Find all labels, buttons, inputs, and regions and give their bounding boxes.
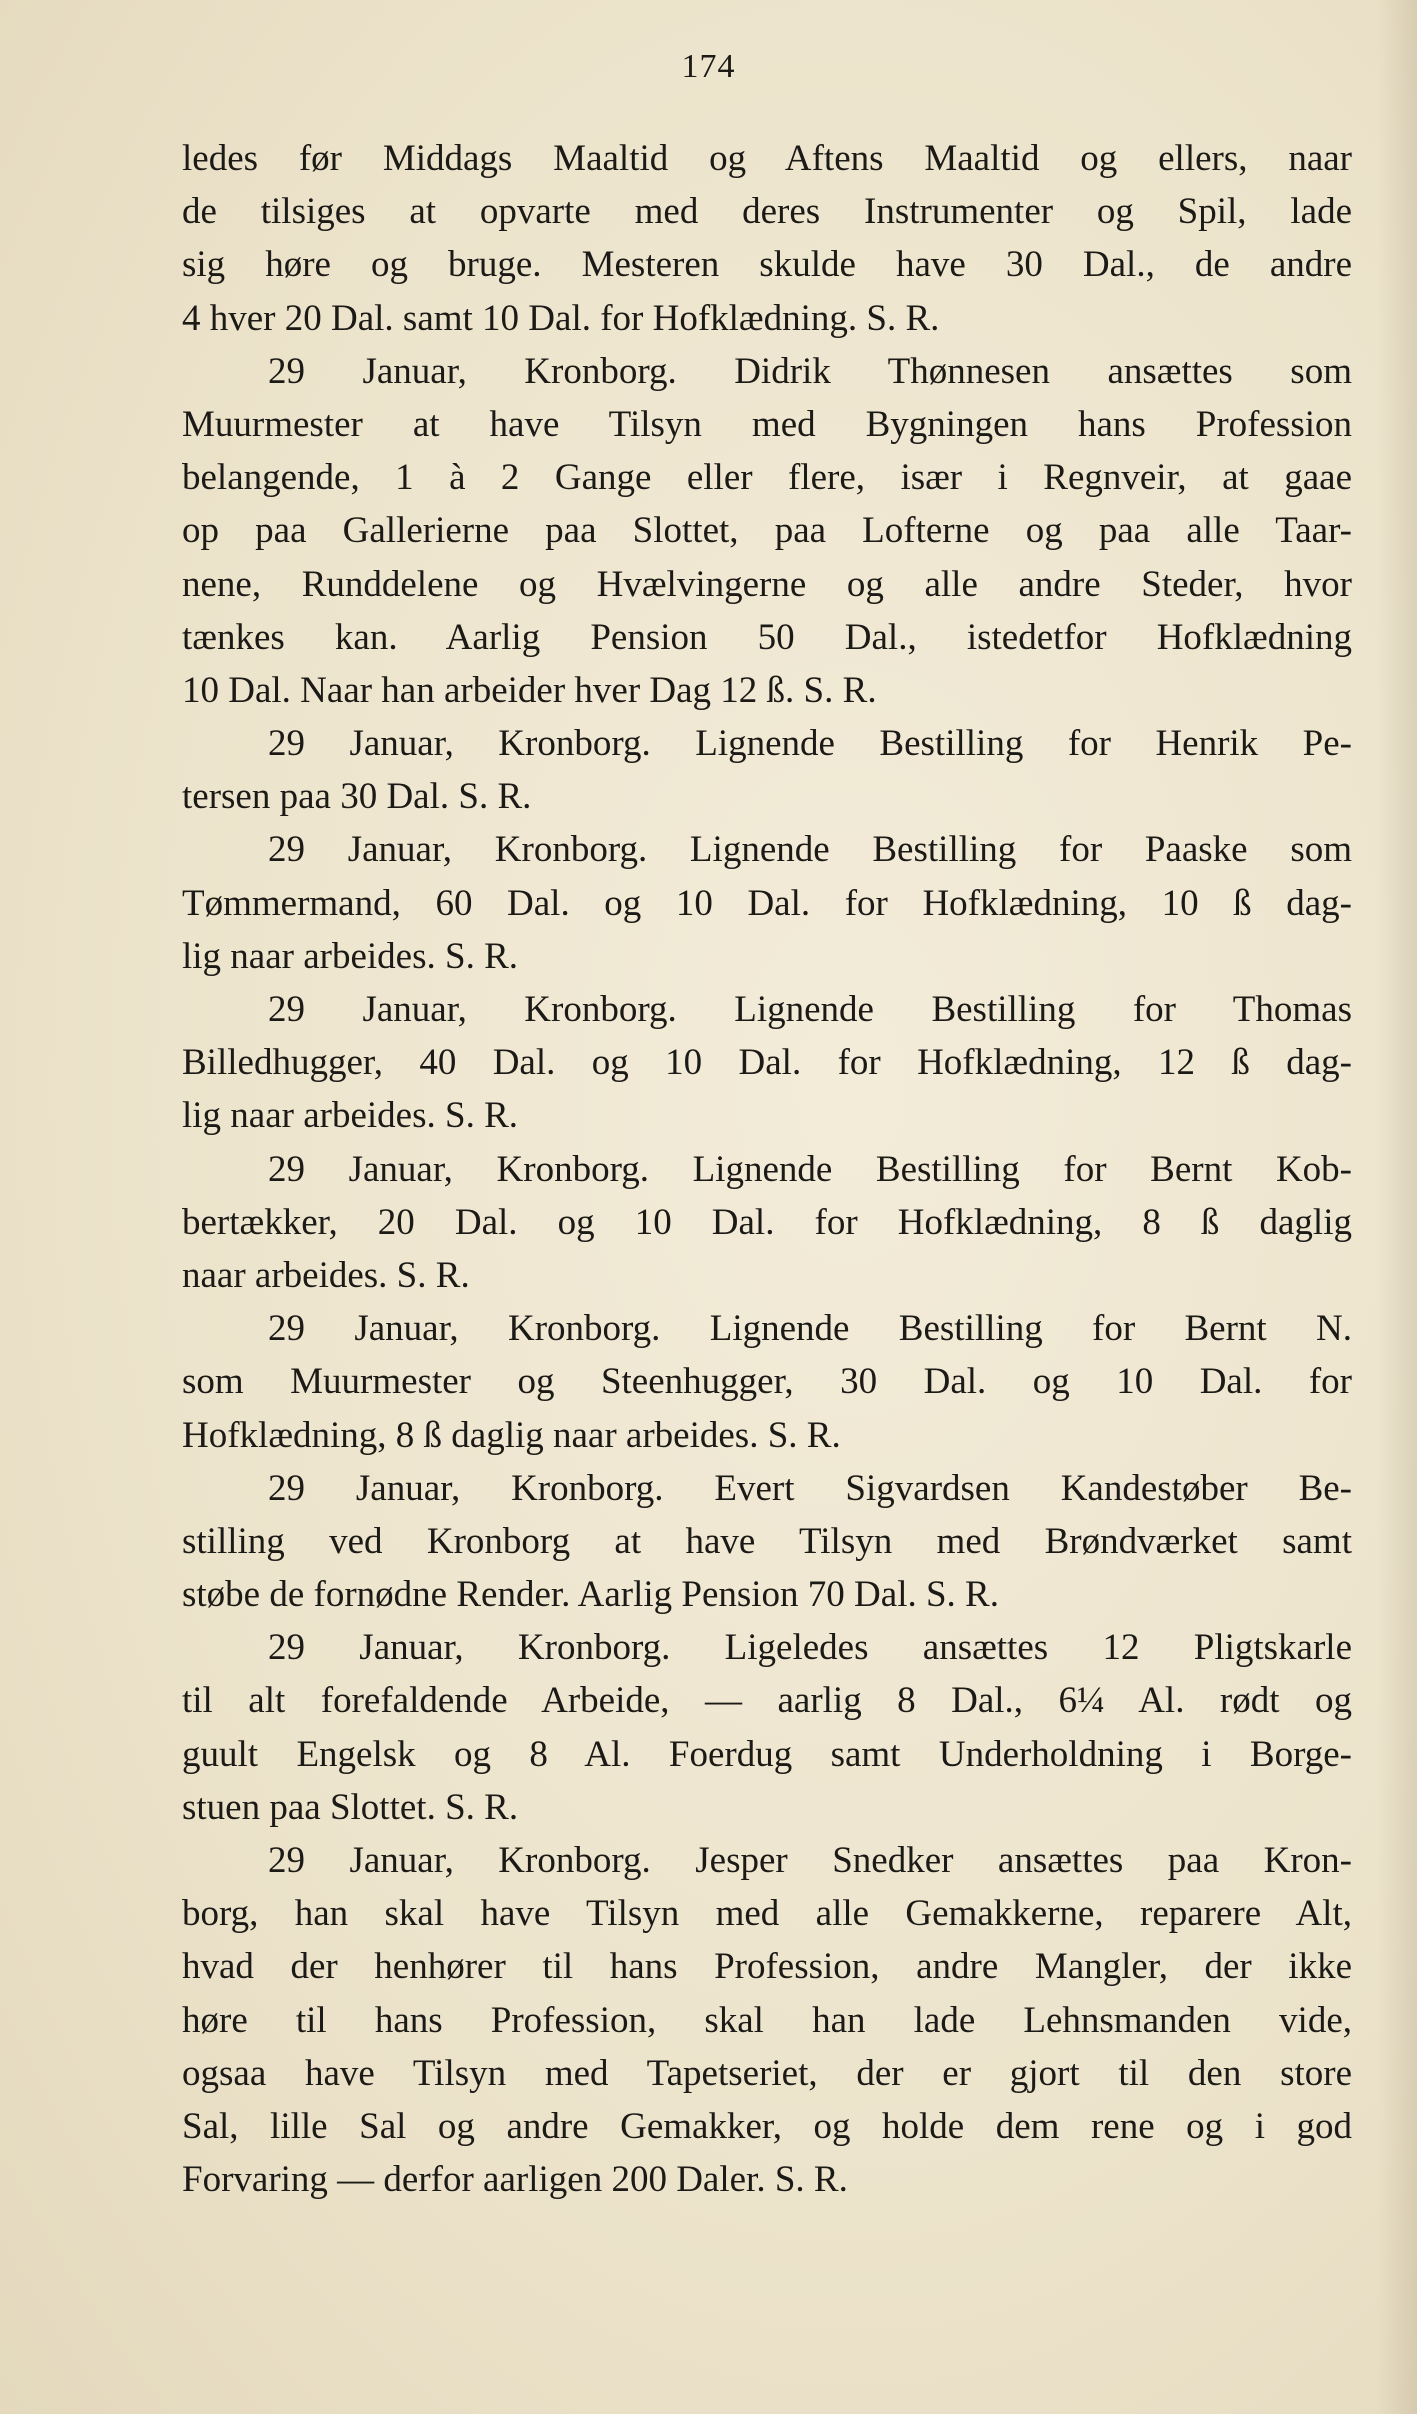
entry-first-line: 29 Januar, Kronborg. Lignende Bestilling for Bernt Kob-: [268, 1148, 1352, 1190]
text-line: 10 Dal. Naar han arbeider hver Dag 12 ß. S. R.: [182, 669, 877, 711]
text-line: Forvaring — derfor aarligen 200 Daler. S. R.: [182, 2159, 848, 2201]
text-line: Sal, lille Sal og andre Gemakker, og holde dem rene og i god: [182, 2105, 1352, 2147]
text-line: sig høre og bruge. Mesteren skulde have 30 Dal., de andre: [182, 244, 1352, 286]
entry-first-line: 29 Januar, Kronborg. Evert Sigvardsen Kandestøber Be-: [268, 1467, 1352, 1509]
text-line: tersen paa 30 Dal. S. R.: [182, 776, 532, 818]
text-line: høre til hans Profession, skal han lade Lehnsmanden vide,: [182, 1999, 1352, 2041]
text-line: borg, han skal have Tilsyn med alle Gemakkerne, reparere Alt,: [182, 1893, 1352, 1935]
text-line: naar arbeides. S. R.: [182, 1254, 470, 1296]
page-number: 174: [681, 48, 736, 85]
entry-first-line: 29 Januar, Kronborg. Didrik Thønnesen ansættes som: [268, 350, 1352, 392]
text-line: som Muurmester og Steenhugger, 30 Dal. og 10 Dal. for: [182, 1361, 1352, 1403]
text-line: tænkes kan. Aarlig Pension 50 Dal., istedetfor Hofklædning: [182, 616, 1352, 658]
text-line: Billedhugger, 40 Dal. og 10 Dal. for Hofklædning, 12 ß dag-: [182, 1042, 1352, 1084]
entry-first-line: 29 Januar, Kronborg. Lignende Bestilling for Bernt N.: [268, 1308, 1352, 1350]
text-line: belangende, 1 à 2 Gange eller flere, især i Regnveir, at gaae: [182, 457, 1352, 499]
text-line: hvad der henhører til hans Profession, andre Mangler, der ikke: [182, 1946, 1352, 1988]
text-line: lig naar arbeides. S. R.: [182, 1095, 518, 1137]
text-line: ledes før Middags Maaltid og Aftens Maaltid og ellers, naar: [182, 138, 1352, 179]
page-edge-shadow: [1377, 0, 1417, 2414]
entry-first-line: 29 Januar, Kronborg. Lignende Bestilling for Henrik Pe-: [268, 723, 1352, 765]
text-line: guult Engelsk og 8 Al. Foerdug samt Underholdning i Borge-: [182, 1733, 1352, 1775]
text-line: stilling ved Kronborg at have Tilsyn med Brøndværket samt: [182, 1520, 1352, 1562]
text-line: lig naar arbeides. S. R.: [182, 935, 518, 977]
text-line: 4 hver 20 Dal. samt 10 Dal. for Hofklædning. S. R.: [182, 297, 940, 339]
text-line: Muurmester at have Tilsyn med Bygningen hans Profession: [182, 403, 1352, 445]
text-line: stuen paa Slottet. S. R.: [182, 1786, 519, 1828]
text-line: op paa Gallerierne paa Slottet, paa Lofterne og paa alle Taar-: [182, 510, 1352, 552]
text-line: nene, Runddelene og Hvælvingerne og alle andre Steder, hvor: [182, 563, 1352, 605]
entry-first-line: 29 Januar, Kronborg. Lignende Bestilling for Thomas: [268, 989, 1352, 1030]
entry-first-line: 29 Januar, Kronborg. Jesper Snedker ansættes paa Kron-: [268, 1840, 1352, 1881]
text-line: Hofklædning, 8 ß daglig naar arbeides. S. R.: [182, 1414, 841, 1456]
text-line: de tilsiges at opvarte med deres Instrumenter og Spil, lade: [182, 191, 1352, 233]
text-line: ogsaa have Tilsyn med Tapetseriet, der er gjort til den store: [182, 2052, 1352, 2094]
text-line: støbe de fornødne Render. Aarlig Pension 70 Dal. S. R.: [182, 1574, 999, 1616]
text-line: til alt forefaldende Arbeide, — aarlig 8 Dal., 6¼ Al. rødt og: [182, 1680, 1352, 1722]
entry-first-line: 29 Januar, Kronborg. Lignende Bestilling for Paaske som: [268, 829, 1352, 871]
entry-first-line: 29 Januar, Kronborg. Ligeledes ansættes 12 Pligtskarle: [268, 1627, 1352, 1669]
page-text: [182, 132, 1352, 2206]
text-line: Tømmermand, 60 Dal. og 10 Dal. for Hofklædning, 10 ß dag-: [182, 882, 1352, 924]
text-line: bertækker, 20 Dal. og 10 Dal. for Hofklædning, 8 ß daglig: [182, 1201, 1352, 1243]
